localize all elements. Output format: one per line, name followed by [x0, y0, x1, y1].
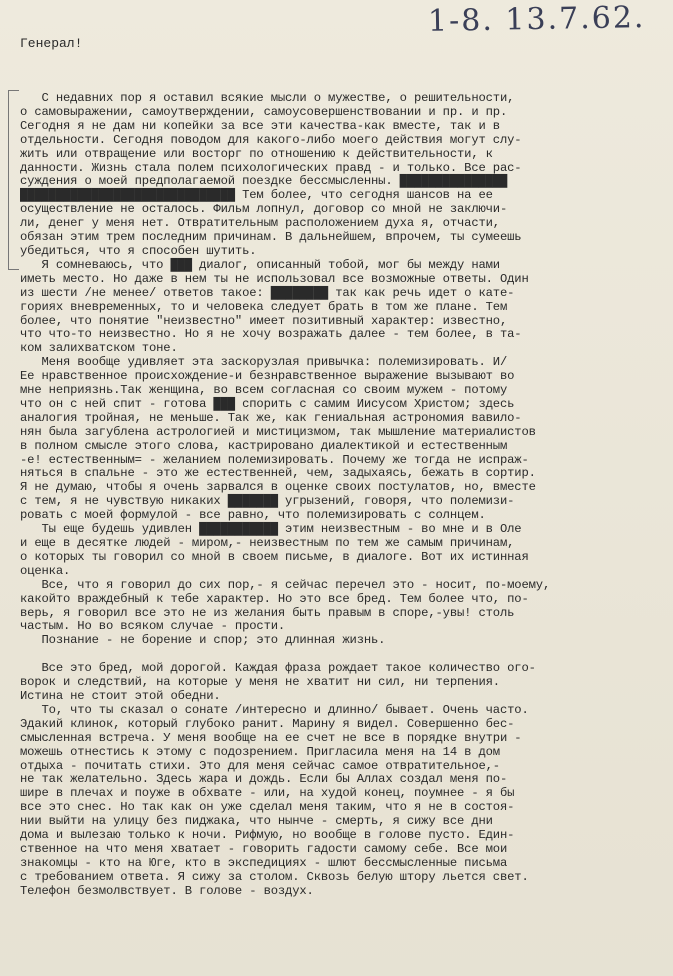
- text-line: мне неприязнь.Так женщина, во всем согласная со своим мужем - потому: [20, 383, 508, 398]
- letter-paragraph: [20, 259, 660, 356]
- text-line: -е! естественным= - желанием полемизировать. Почему же тогда не испраж-: [20, 452, 529, 467]
- text-line: не так желательно. Здесь жара и дождь. Если бы Аллах создал меня по-: [20, 772, 508, 787]
- text-line: Телефон безмолвствует. В голове - воздух.: [20, 883, 314, 898]
- handwritten-reference: 1-8. 13.7.62.: [427, 0, 646, 39]
- text-line: убедиться, что я способен шутить.: [20, 243, 257, 258]
- text-line: смысленная встреча. У меня вообще на ее счет не все в порядке внутри -: [20, 730, 522, 745]
- letter-paragraph: [20, 704, 660, 899]
- text-line: шире в плечах и поуже в обхвате - или, на худой конец, поумнее - я бы: [20, 786, 515, 801]
- letter-paragraph: [20, 634, 660, 648]
- text-line: можешь отнестись к этому с подозрением. Пригласила меня на 14 в дом: [20, 744, 500, 759]
- text-line: данности. Жизнь стала полем психологических правд - и только. Все рас-: [20, 160, 522, 175]
- letter-body: [20, 92, 660, 899]
- text-line: что что-то неизвестно. Но я не хочу возражать далее - тем более, в та-: [20, 327, 522, 342]
- text-line: Эдакий клинок, который глубоко ранит. Марину я видел. Совершенно бес-: [20, 716, 515, 731]
- text-line: верь, я говорил все это не из желания быть правым в споре,-увы! столь: [20, 605, 515, 620]
- text-line: аналогия тройная, не меньше. Так же, как гениальная астрономия вавило-: [20, 410, 522, 425]
- text-line: ровать с моей формулой - все равно, что полемизировать с солнцем.: [20, 508, 486, 523]
- text-line: ком залихватском тоне.: [20, 341, 178, 356]
- text-line: Ее нравственное происхождение-и безнравственное выражение вызывают во: [20, 369, 515, 384]
- text-line: из шести /не менее/ ответов такое: ████████ так как речь идет о кате-: [20, 285, 515, 300]
- text-line: что он с ней спит - готова ███ спорить с самим Иисусом Христом; здесь: [20, 396, 515, 411]
- text-line: С недавних пор я оставил всякие мысли о мужестве, о решительности,: [20, 91, 515, 105]
- text-line: ██████████████████████████████ Тем более, что сегодня шансов на ее: [20, 188, 493, 203]
- text-line: Все это бред, мой дорогой. Каждая фраза рождает такое количество ого-: [20, 661, 536, 676]
- text-line: и еще в десятке людей - миром,- неизвестным по тем же самым причинам,: [20, 536, 515, 550]
- text-line: обязан этим трем последним причинам. В дальнейшем, впрочем, ты сумеешь: [20, 230, 522, 245]
- margin-bracket-mark: [8, 90, 19, 270]
- text-line: отдельности. Сегодня поводом для какого-либо моего действия могут слу-: [20, 132, 522, 147]
- text-line: с требованием ответа. Я сижу за столом. Сквозь белую штору льется свет.: [20, 869, 529, 884]
- text-line: знакомцы - кто на Юге, кто в экспедициях - шлют бессмысленные письма: [20, 855, 508, 870]
- text-line: Все, что я говорил до сих пор,- я сейчас перечел это - носит, по-моему,: [20, 577, 551, 592]
- text-line: дома и вылезаю только к ночи. Рифмую, но вообще в голове пусто. Един-: [20, 828, 515, 843]
- text-line: Сегодня я не дам ни копейки за все эти качества-как вместе, так и в: [20, 118, 500, 133]
- text-line: жить или отвращение или восторг по отношению к действительности, к: [20, 146, 493, 161]
- text-line: более, что понятие "неизвестно" имеет позитивный характер: известно,: [20, 313, 508, 328]
- text-line: гориях вневременных, то и человека следует брать в том же плане. Тем: [20, 299, 508, 314]
- text-line: отдыха - почитать стихи. Это для меня сейчас самое отвратительное,-: [20, 758, 500, 773]
- text-line: о самовыражении, самоутверждении, самоусовершенствовании и пр. и пр.: [20, 104, 508, 119]
- letter-paragraph: [20, 356, 660, 523]
- greeting: Генерал!: [20, 36, 83, 51]
- text-line: нии выйти на улицу без пиджака, что нынче - смерть, я сижу все дни: [20, 814, 493, 829]
- text-line: [20, 648, 660, 662]
- text-line: Ты еще будешь удивлен ███████████ этим неизвестным - во мне и в Оле: [20, 522, 522, 537]
- text-line: ворок и следствий, на которые у меня не хватит ни сил, ни терпения.: [20, 675, 500, 690]
- text-line: ли, денег у меня нет. Отвратительным расположением духа я, отчасти,: [20, 216, 500, 231]
- text-line: То, что ты сказал о сонате /интересно и длинно/ бывает. Очень часто.: [20, 702, 529, 717]
- text-line: в полном смысле этого слова, кастрировано диалектикой и естественным: [20, 438, 508, 453]
- text-line: Я сомневаюсь, что ███ диалог, описанный тобой, мог бы между нами: [20, 257, 500, 272]
- text-line: Познание - не борение и спор; это длинная жизнь.: [20, 633, 386, 648]
- text-line: какойто враждебный к тебе характер. Но это все бред. Тем более что, по-: [20, 591, 529, 606]
- text-line: ственное на что меня хватает - говорить гадости самому себе. Все мои: [20, 841, 508, 856]
- letter-paragraph: [20, 579, 660, 635]
- text-line: Меня вообще удивляет эта заскорузлая привычка: полемизировать. И/: [20, 355, 508, 370]
- letter-paragraph: [20, 523, 660, 579]
- text-line: иметь место. Но даже в нем ты не использовал все возможные ответы. Один: [20, 271, 529, 286]
- text-line: оценка.: [20, 563, 71, 578]
- text-line: о которых ты говорил со мной в своем письме, в диалоге. Вот их истинная: [20, 549, 529, 564]
- text-line: все это снес. Но так как он уже сделал меня таким, что я не в состоя-: [20, 800, 515, 815]
- text-line: частым. Но во всяком случае - прости.: [20, 619, 286, 634]
- text-line: суждения о моей предполагаемой поездке бессмысленны. ███████████████: [20, 174, 508, 189]
- letter-paragraph: [20, 648, 660, 704]
- text-line: Я не думаю, чтобы я очень зарвался в оценке своих постулатов, но, вместе: [20, 480, 536, 495]
- text-line: осуществление не осталось. Фильм лопнул, договор со мной не заключи-: [20, 202, 508, 217]
- text-line: няться в спальне - это же естественней, чем, задыхаясь, бежать в сортир.: [20, 466, 536, 481]
- letter-paragraph: [20, 92, 660, 259]
- text-line: Истина не стоит этой обедни.: [20, 688, 221, 703]
- text-line: нян была загублена астрологией и мистицизмом, так мышление материалистов: [20, 424, 536, 439]
- text-line: с тем, я не чувствую никаких ███████ угрызений, говоря, что полемизи-: [20, 494, 515, 509]
